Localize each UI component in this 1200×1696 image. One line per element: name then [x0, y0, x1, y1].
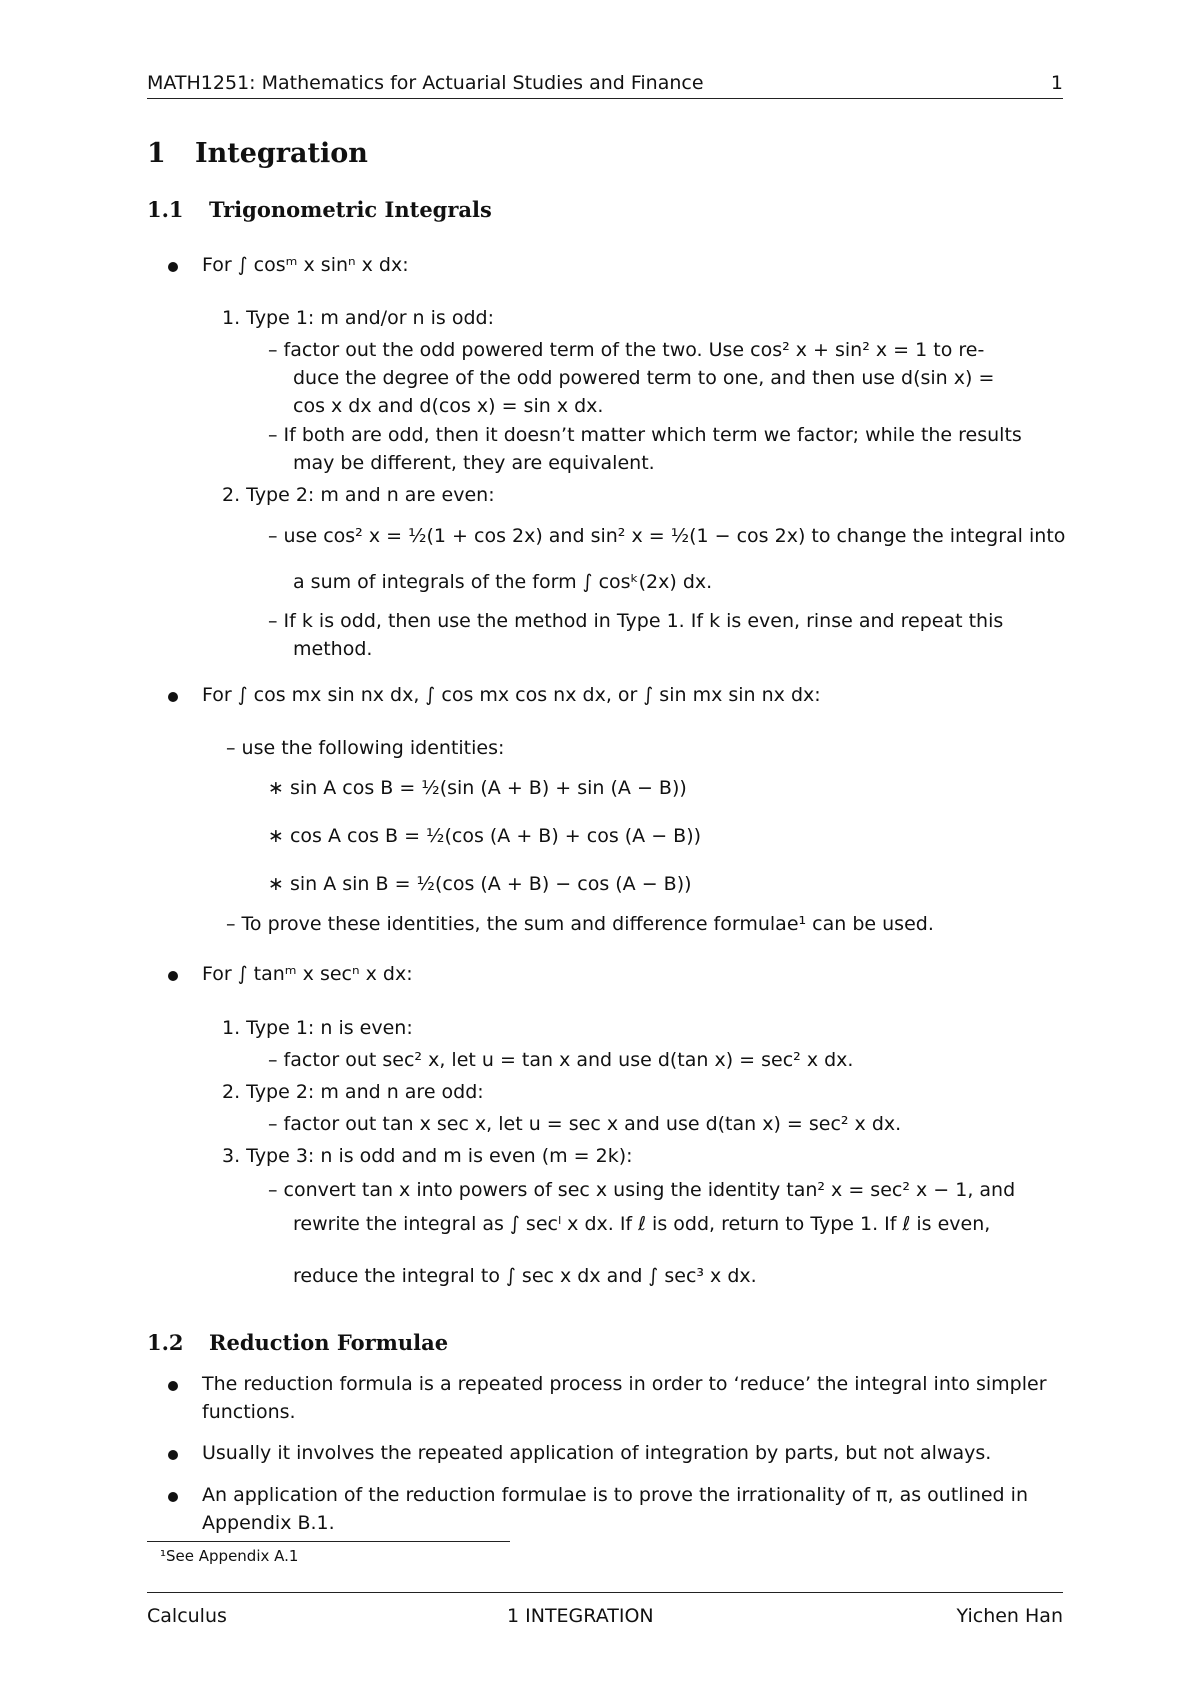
footer-center: 1 INTEGRATION: [507, 1605, 654, 1627]
text-line: duce the degree of the odd powered term to one, and then use d(sin x) =: [293, 367, 995, 389]
header-course-title: MATH1251: Mathematics for Actuarial Studies and Finance: [147, 72, 704, 94]
header-page-number: 1: [1050, 72, 1063, 94]
footer-left: Calculus: [147, 1605, 227, 1627]
type2-heading: 2. Type 2: m and n are odd:: [222, 1081, 484, 1103]
text-line: Appendix B.1.: [202, 1512, 335, 1534]
type1-heading: 1. Type 1: m and/or n is odd:: [222, 307, 494, 329]
bullet-icon: [168, 1381, 178, 1391]
text-line: – factor out sec² x, let u = tan x and use d(tan x) = sec² x dx.: [268, 1049, 854, 1071]
text-line: Usually it involves the repeated application of integration by parts, but not always.: [202, 1442, 992, 1464]
text-line: may be different, they are equivalent.: [293, 452, 655, 474]
subsection-heading-trig: 1.1 Trigonometric Integrals: [147, 197, 492, 222]
bullet-icon: [168, 971, 178, 981]
footnote: ¹See Appendix A.1: [160, 1547, 299, 1565]
text-line: cos x dx and d(cos x) = sin x dx.: [293, 395, 604, 417]
text-line: reduce the integral to ∫ sec x dx and ∫ sec³ x dx.: [293, 1265, 757, 1287]
section-heading: 1 Integration: [147, 138, 368, 169]
bullet-product-integrals: For ∫ cos mx sin nx dx, ∫ cos mx cos nx dx, or ∫ sin mx sin nx dx:: [202, 684, 821, 706]
identity-1: ∗ sin A cos B = ½(sin (A + B) + sin (A − B)): [268, 777, 687, 799]
bullet-icon: [168, 1492, 178, 1502]
footnote-rule: [147, 1541, 510, 1542]
text-line: – convert tan x into powers of sec x using the identity tan² x = sec² x − 1, and: [268, 1179, 1016, 1201]
identity-3: ∗ sin A sin B = ½(cos (A + B) − cos (A − B)): [268, 873, 692, 895]
text-line: rewrite the integral as ∫ secˡ x dx. If ℓ is odd, return to Type 1. If ℓ is even,: [293, 1213, 991, 1235]
text-line: – use cos² x = ½(1 + cos 2x) and sin² x = ½(1 − cos 2x) to change the integral into: [268, 525, 1066, 547]
text-line: – factor out tan x sec x, let u = sec x and use d(tan x) = sec² x dx.: [268, 1113, 902, 1135]
text-line: – To prove these identities, the sum and difference formulae¹ can be used.: [226, 913, 934, 935]
text-line: – If both are odd, then it doesn’t matter which term we factor; while the results: [268, 424, 1022, 446]
bullet-cos-sin: For ∫ cosᵐ x sinⁿ x dx:: [202, 254, 409, 276]
running-footer: [147, 1592, 1063, 1633]
bullet-icon: [168, 1450, 178, 1460]
text-line: functions.: [202, 1401, 296, 1423]
footer-author: Yichen Han: [956, 1605, 1063, 1627]
type3-heading: 3. Type 3: n is odd and m is even (m = 2k):: [222, 1145, 633, 1167]
bullet-icon: [168, 262, 178, 272]
running-header: [147, 70, 1063, 99]
identity-2: ∗ cos A cos B = ½(cos (A + B) + cos (A − B)): [268, 825, 702, 847]
text-line: The reduction formula is a repeated process in order to ‘reduce’ the integral into simpler: [202, 1373, 1047, 1395]
text-line: – use the following identities:: [226, 737, 505, 759]
text-line: – factor out the odd powered term of the two. Use cos² x + sin² x = 1 to re-: [268, 339, 985, 361]
type1-heading: 1. Type 1: n is even:: [222, 1017, 413, 1039]
bullet-icon: [168, 692, 178, 702]
type2-heading: 2. Type 2: m and n are even:: [222, 484, 495, 506]
bullet-tan-sec: For ∫ tanᵐ x secⁿ x dx:: [202, 963, 413, 985]
text-line: An application of the reduction formulae is to prove the irrationality of π, as outlined in: [202, 1484, 1028, 1506]
text-line: – If k is odd, then use the method in Type 1. If k is even, rinse and repeat this: [268, 610, 1004, 632]
subsection-heading-reduction: 1.2 Reduction Formulae: [147, 1330, 449, 1355]
text-line: a sum of integrals of the form ∫ cosᵏ(2x) dx.: [293, 571, 713, 593]
text-line: method.: [293, 638, 373, 660]
